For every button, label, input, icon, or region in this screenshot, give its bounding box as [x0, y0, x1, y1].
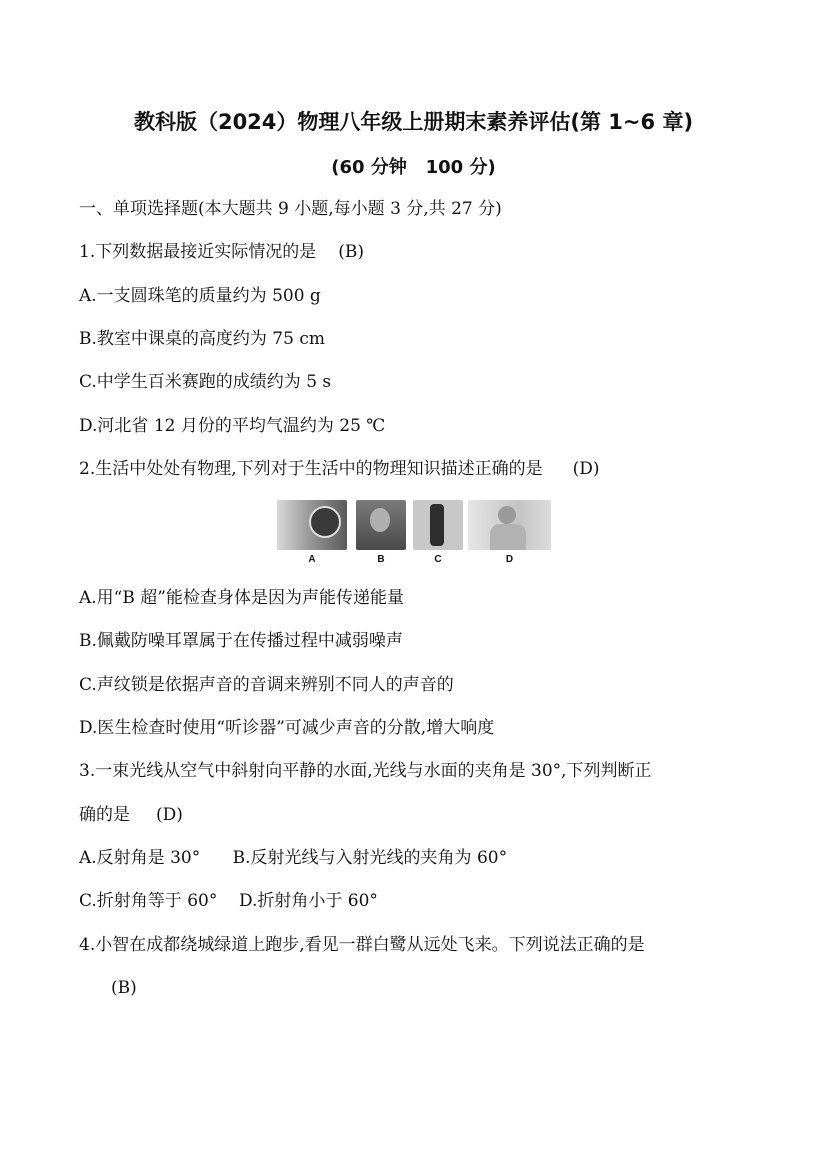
answer-label: (D): [572, 459, 600, 479]
figure-b-label: B: [377, 554, 385, 565]
q3-options-row-2: C.折射角等于 60° D.折射角小于 60°: [79, 891, 378, 911]
figure-a: [277, 500, 347, 565]
q1-option-c: C.中学生百米赛跑的成绩约为 5 s: [79, 372, 332, 392]
figure-c: [413, 500, 463, 565]
question-3-line-1: 3.一束光线从空气中斜射向平静的水面,光线与水面的夹角是 30°,下列判断正: [79, 761, 652, 781]
q1-option-a: A.一支圆珠笔的质量约为 500 g: [79, 286, 321, 306]
section-heading: 一、单项选择题(本大题共 9 小题,每小题 3 分,共 27 分): [79, 199, 502, 219]
q1-option-b: B.教室中课桌的高度约为 75 cm: [79, 329, 325, 349]
figure-c-image: [413, 500, 463, 550]
q1-option-d: D.河北省 12 月份的平均气温约为 25 ℃: [79, 416, 386, 436]
question-stem: 1.下列数据最接近实际情况的是: [79, 242, 317, 262]
question-3-line-2: [79, 803, 183, 827]
figure-b: [356, 500, 406, 565]
question-4: 4.小智在成都绕城绿道上跑步,看见一群白鹭从远处飞来。下列说法正确的是: [79, 935, 645, 955]
figure-b-image: [356, 500, 406, 550]
q4-answer-label: (B): [111, 978, 137, 998]
question-stem: 确的是: [79, 805, 130, 825]
answer-label: (D): [156, 805, 183, 825]
question-2: [79, 457, 600, 481]
q2-option-a: A.用“B 超”能检查身体是因为声能传递能量: [79, 588, 404, 608]
q3-options-row-1: A.反射角是 30° B.反射光线与入射光线的夹角为 60°: [79, 848, 508, 868]
page-title: 教科版（2024）物理八年级上册期末素养评估(第 1~6 章): [133, 110, 694, 134]
answer-label: (B): [338, 242, 364, 262]
figure-d-image: [468, 500, 551, 550]
figure-c-label: C: [434, 554, 442, 565]
exam-duration-score: (60 分钟 100 分): [331, 157, 496, 178]
figure-a-label: A: [308, 554, 316, 565]
figure-a-image: [277, 500, 347, 550]
q2-option-b: B.佩戴防噪耳罩属于在传播过程中减弱噪声: [79, 631, 403, 651]
q2-option-c: C.声纹锁是依据声音的音调来辨别不同人的声音的: [79, 675, 454, 695]
question-stem: 2.生活中处处有物理,下列对于生活中的物理知识描述正确的是: [79, 459, 543, 479]
question-1: [79, 240, 364, 264]
figure-d: [468, 500, 551, 565]
figure-d-label: D: [505, 554, 514, 565]
q2-option-d: D.医生检查时使用“听诊器”可减少声音的分散,增大响度: [79, 718, 495, 738]
